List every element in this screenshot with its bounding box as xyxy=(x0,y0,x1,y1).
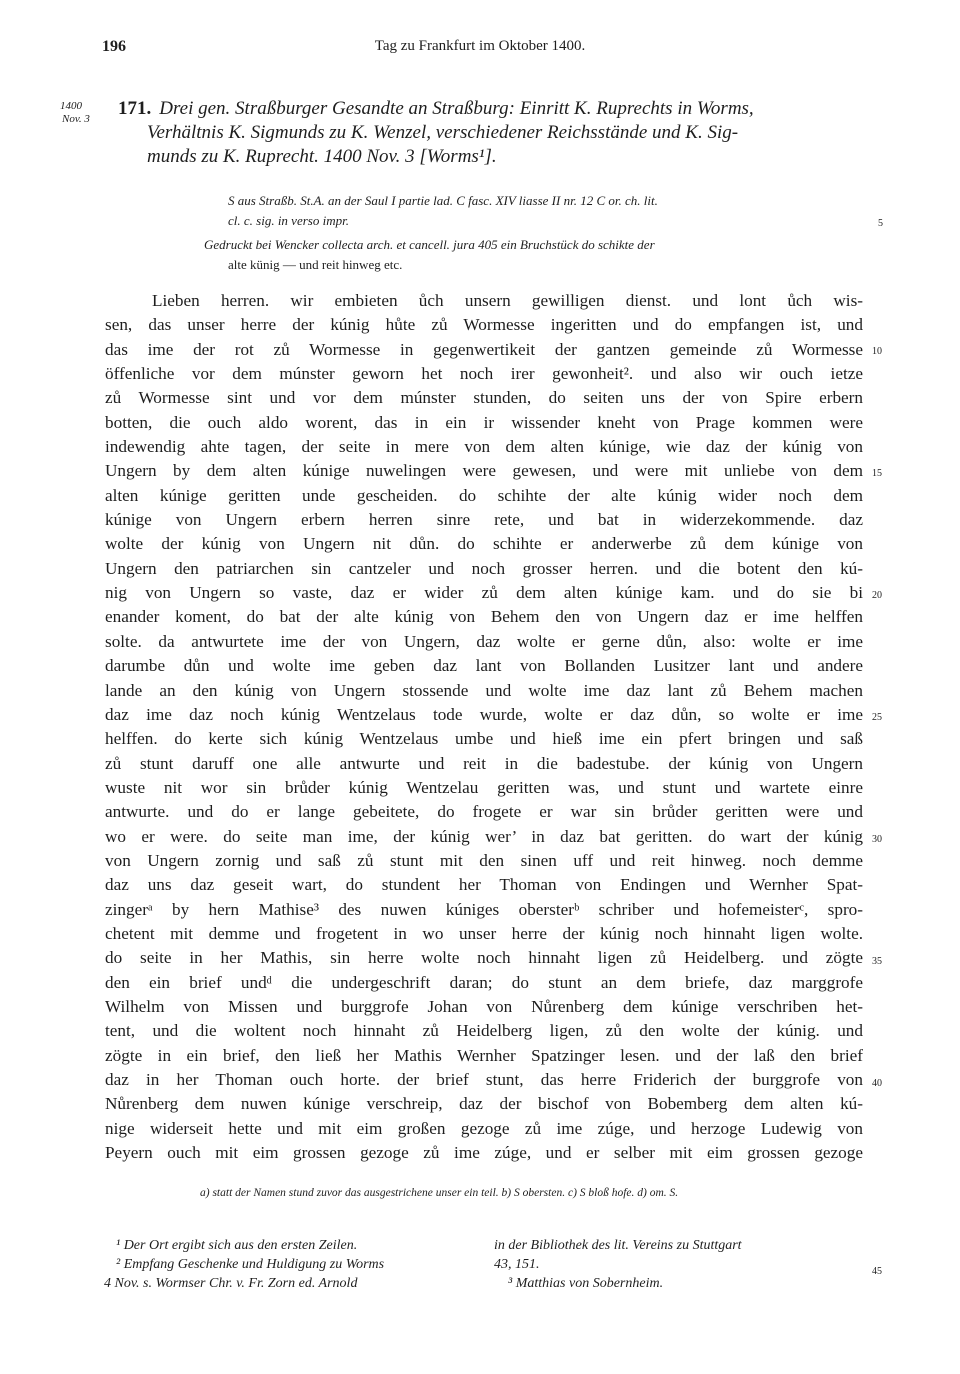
line-number-10: 10 xyxy=(872,346,882,357)
heading-line-1 xyxy=(118,97,877,121)
body-line: Peyern ouch mit eim grossen gezoge zů ime zúge, und er selber mit eim grossen gezoge xyxy=(105,1143,863,1163)
footnote-right-1: in der Bibliothek des lit. Vereins zu Stuttgart xyxy=(494,1238,742,1253)
body-line: daz uns daz geseit wart, do stundent her Thoman von Endingen und Wernher Spat- xyxy=(105,875,863,895)
source-note-3: Gedruckt bei Wencker collecta arch. et cancell. jura 405 ein Bruchstück do schikte der xyxy=(204,237,655,252)
body-line: Nůrenberg dem nuwen kúnige verschreip, daz der bischof von Bobemberg dem alten kú- xyxy=(105,1094,863,1114)
body-line: Ungern by dem alten kúnige nuwelingen were gewesen, und were mit unliebe von dem xyxy=(105,461,863,481)
entry-number: 171. xyxy=(118,98,152,119)
heading-line-2: Verhältnis K. Sigmunds zu K. Wenzel, verschiedener Reichsstände und K. Sig- xyxy=(147,122,739,143)
body-line: wuste nit wor sin brůder kúnig Wentzelau geritten was, und stunt und wartete einre xyxy=(105,777,863,797)
source-note-2: cl. c. sig. in verso impr. xyxy=(228,213,349,228)
body-line: indewendig ahte tagen, der seite in mere von dem alten kúnige, wie daz der kúnig von xyxy=(105,437,863,457)
body-line: nig von Ungern so vaste, daz er wider zů dem alten kúnige kam. und do sie bi xyxy=(105,583,863,603)
letter-body xyxy=(105,289,863,1165)
body-line: den ein brief undᵈ die undergeschrift daran; do stunt an dem briefe, daz marggrofe xyxy=(105,972,863,992)
body-line: von Ungern zornig und saß zů stunt mit den sinen uff und reit hinweg. noch demme xyxy=(105,850,863,870)
body-line: das ime der rot zů Wormesse in gegenwertikeit der gantzen gemeinde zů Wormesse xyxy=(105,339,863,359)
running-head: Tag zu Frankfurt im Oktober 1400. xyxy=(374,38,586,54)
line-number-5: 5 xyxy=(878,218,883,229)
source-note-4: alte künig — und reit hinweg etc. xyxy=(228,257,403,272)
body-line: lande an den kúnig von Ungern stossende und wolte ime daz lant zů Behem machen xyxy=(105,680,863,700)
footnote-left-1: ¹ Der Ort ergibt sich aus den ersten Zeilen. xyxy=(116,1238,358,1253)
body-line: kúnige von Ungern erbern herren sinre rete, und bat in widerzekommende. daz xyxy=(105,510,863,530)
footnote-left-2: ² Empfang Geschenke und Huldigung zu Worms xyxy=(116,1257,385,1272)
line-number-20: 20 xyxy=(872,590,882,601)
body-line: öffenliche vor dem múnster geworn het noch irer gewonheit². und also wir ouch ietze xyxy=(105,364,863,384)
heading-text-1: Drei gen. Straßburger Gesandte an Straßburg: Einritt K. Ruprechts in Worms, xyxy=(159,98,754,119)
body-line: zů Wormesse sint und vor dem múnster stunden, do seiten uns der von Spire erbern xyxy=(105,388,863,408)
body-line: daz in her Thoman ouch horte. der brief stunt, das herre Friderich der burggrofe von xyxy=(105,1070,863,1089)
body-line: zingerᵃ by hern Mathise³ des nuwen kúniges obersterᵇ schriber und hofemeisterᶜ, spro- xyxy=(105,899,863,919)
footnote-right-3: ³ Matthias von Sobernheim. xyxy=(508,1276,664,1291)
body-line: do seite in her Mathis, sin herre wolte noch hinnaht ligen zů Heidelberg. und zögte xyxy=(105,948,863,968)
footnote-right-2: 43, 151. xyxy=(494,1257,540,1272)
body-line: zögte in ein brief, den ließ her Mathis Wernher Spatzinger lesen. und der laß den brief xyxy=(105,1045,863,1065)
body-line: enander koment, do bat der alte kúnig von Behem den von Ungern daz er ime helffen xyxy=(105,607,863,627)
body-line: botten, die ouch aldo worent, das in ein ir wissender kneht von Prage kommen were xyxy=(105,412,863,432)
footnote-left-3: 4 Nov. s. Wormser Chr. v. Fr. Zorn ed. Arnold xyxy=(104,1276,358,1291)
line-number-25: 25 xyxy=(872,712,882,723)
body-line: wolte der kúnig von Ungern nit důn. do schihte er anderwerbe zů dem kúnige von xyxy=(105,534,863,554)
variant-readings: a) statt der Namen stund zuvor das ausgestrichene unser ein teil. b) S obersten. c) S bloß hofe. d) om. S. xyxy=(200,1187,679,1199)
body-line: Lieben herren. wir embieten ůch unsern gewilligen dienst. und lont ůch wis- xyxy=(152,291,863,310)
body-line: darumbe důn und wolte ime geben daz lant von Bollanden Lusitzer lant und andere xyxy=(105,656,863,676)
body-line: daz ime daz noch kúnig Wentzelaus tode wurde, wolte er daz důn, so wolte er ime xyxy=(105,704,863,724)
margin-date xyxy=(60,100,90,126)
body-line: Wilhelm von Missen und burggrofe Johan von Nůrenberg dem kúnige verschriben het- xyxy=(105,996,863,1016)
line-number-15: 15 xyxy=(872,468,882,479)
body-line: tent, und die woltent noch hinnaht zů Heidelberg ligen, zů den wolte der kúnig. und xyxy=(105,1021,863,1041)
body-line: nige widerseit hette und mit eim großen gezoge zů ime zúge, und herzoge Ludewig von xyxy=(105,1118,863,1138)
line-number-30: 30 xyxy=(872,834,882,845)
line-number-45: 45 xyxy=(872,1266,882,1277)
body-line: antwurte. und do er lange gebeitete, do frogete er war sin brůder geritten were und xyxy=(105,802,863,822)
line-number-35: 35 xyxy=(872,956,882,967)
margin-date-year: 1400 xyxy=(60,100,82,112)
body-line: solte. da antwurtete ime der von Ungern, daz wolte er gerne důn, also: wolte er ime xyxy=(105,631,863,651)
body-line: wo er were. do seite man ime, der kúnig wer’ in daz bat geritten. do wart der kúnig xyxy=(105,826,863,846)
body-line: helffen. do kerte sich kúnig Wentzelaus umbe und hieß ime ein pfert bringen und saß xyxy=(105,729,863,749)
heading-line-3: munds zu K. Ruprecht. 1400 Nov. 3 [Worms¹]. xyxy=(147,146,497,167)
body-line: sen, das unser herre der kúnig hůte zů Wormesse ingeritten und do empfangen ist, und xyxy=(105,315,863,335)
body-line: Ungern den patriarchen sin cantzeler und noch grosser herren. und die botent den kú- xyxy=(105,558,863,578)
line-number-40: 40 xyxy=(872,1078,882,1089)
source-note-1: S aus Straßb. St.A. an der Saul I partie lad. C fasc. XIV liasse II nr. 12 C or. ch. lit. xyxy=(228,193,658,208)
body-line: alten kúnige geritten unde gescheiden. do schihte der alte kúnig wider noch dem xyxy=(105,485,863,505)
body-line: zů stunt daruff one alle antwurte und reit in die badestube. der kúnig von Ungern xyxy=(105,753,863,773)
page-number: 196 xyxy=(102,38,126,55)
entry-heading xyxy=(118,97,877,169)
margin-date-day: Nov. 3 xyxy=(62,113,90,125)
body-line: chetent mit demme und frogetent in wo unser herre der kúnig noch hinnaht ligen wolte. xyxy=(105,923,863,943)
